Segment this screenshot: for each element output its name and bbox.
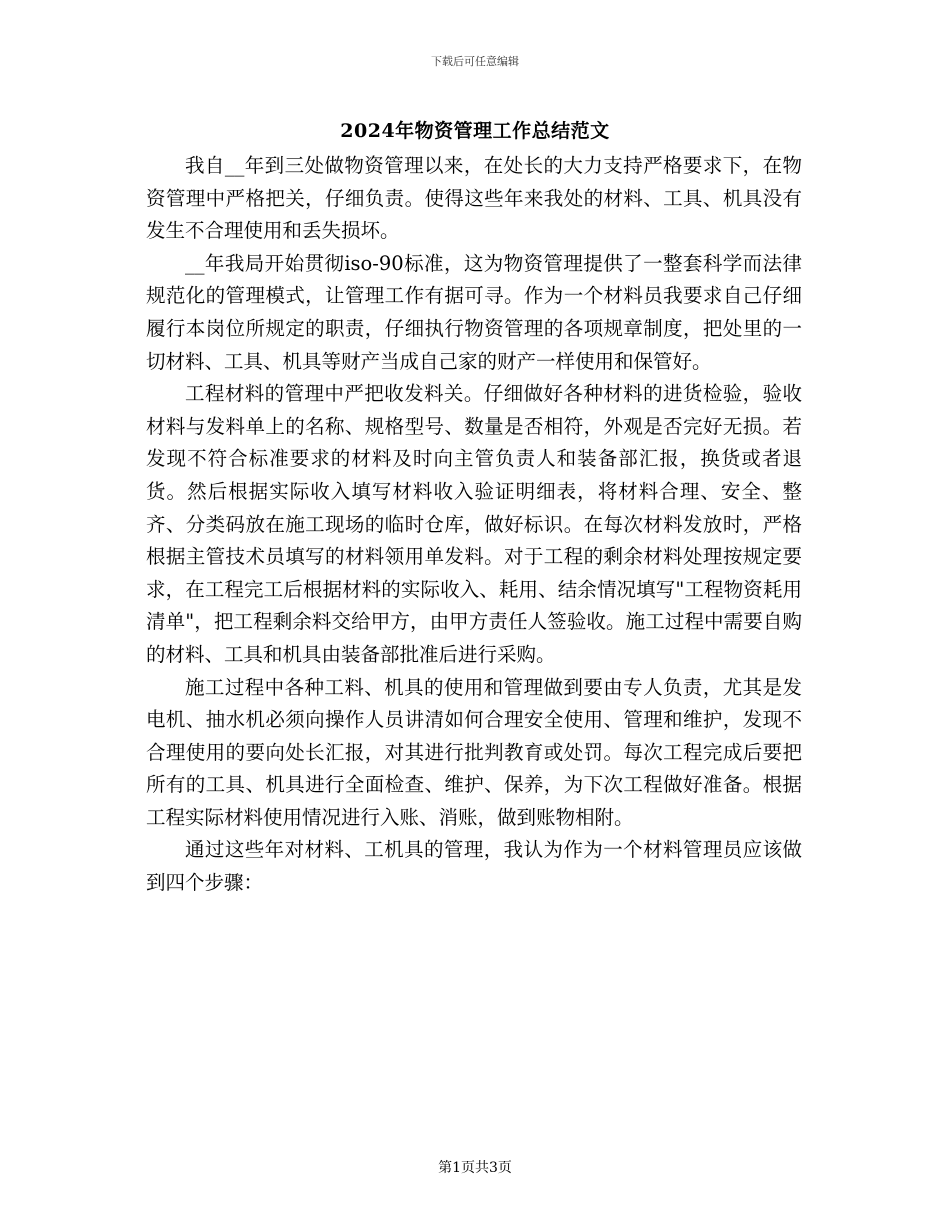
document-title: 2024年物资管理工作总结范文 xyxy=(340,120,610,142)
page-number: 第1页共3页 xyxy=(438,1160,512,1176)
page-header-note: 下载后可任意编辑 xyxy=(431,55,519,68)
paragraph: 施工过程中各种工料、机具的使用和管理做到要由专人负责，尤其是发电机、抽水机必须向操作人员讲清如何合理安全使用、管理和维护，发现不合理使用的要向处长汇报，对其进行批判教育或处罚。每次工程完成后要把所有的工具、机具进行全面检查、维护、保养，为下次工程做好准备。根据工程实际材料使用情况进行入账、消账，做到账物相附。 xyxy=(146,675,802,829)
paragraph: 通过这些年对材料、工机具的管理，我认为作为一个材料管理员应该做到四个步骤： xyxy=(146,838,802,895)
document-body xyxy=(146,150,802,900)
paragraph: __年我局开始贯彻iso-90标准，这为物资管理提供了一整套科学而法律规范化的管理模式，让管理工作有据可寻。作为一个材料员我要求自己仔细履行本岗位所规定的职责，仔细执行物资管理的各项规章制度，把处里的一切材料、工具、机具等财产当成自己家的财产一样使用和保管好。 xyxy=(146,251,802,373)
paragraph: 我自__年到三处做物资管理以来，在处长的大力支持严格要求下，在物资管理中严格把关，仔细负责。使得这些年来我处的材料、工具、机具没有发生不合理使用和丢失损坏。 xyxy=(146,154,802,243)
paragraph: 工程材料的管理中严把收发料关。仔细做好各种材料的进货检验，验收材料与发料单上的名称、规格型号、数量是否相符，外观是否完好无损。若发现不符合标准要求的材料及时向主管负责人和装备部汇报，换货或者退货。然后根据实际收入填写材料收入验证明细表，将材料合理、安全、整齐、分类码放在施工现场的临时仓库，做好标识。在每次材料发放时，严格根据主管技术员填写的材料领用单发料。对于工程的剩余材料处理按规定要求，在工程完工后根据材料的实际收入、耗用、结余情况填写"工程物资耗用清单"，把工程剩余料交给甲方，由甲方责任人签验收。施工过程中需要自购的材料、工具和机具由装备部批准后进行采购。 xyxy=(146,382,802,666)
